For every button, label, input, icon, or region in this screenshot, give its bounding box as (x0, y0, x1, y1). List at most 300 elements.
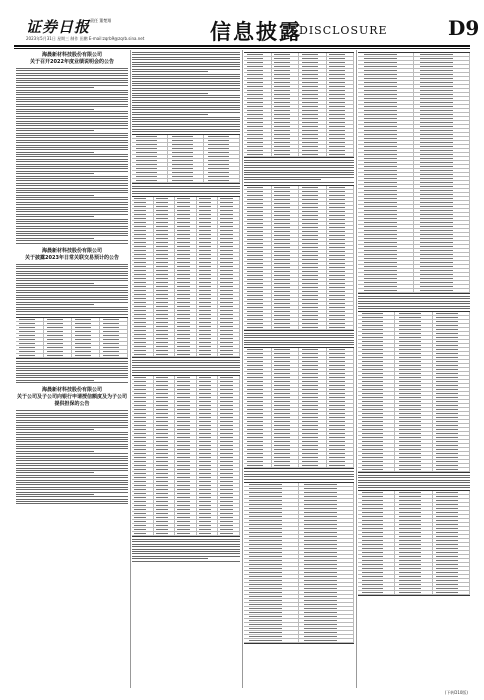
table-cell (395, 575, 432, 578)
table-cell (175, 241, 197, 244)
text-line (358, 475, 470, 476)
table-cell (154, 492, 176, 495)
table-cell (154, 205, 176, 208)
table-cell (327, 145, 355, 148)
text-line (16, 199, 128, 200)
table-cell (327, 274, 355, 277)
table-cell (327, 302, 355, 305)
table-cell (299, 298, 327, 301)
table-cell (358, 412, 395, 415)
table-cell (358, 388, 395, 391)
text-line (16, 432, 128, 433)
table-cell (414, 101, 470, 104)
table-cell (204, 163, 240, 166)
text-line (16, 361, 128, 362)
text-line (244, 162, 354, 163)
table-cell (244, 491, 299, 494)
text-line (16, 121, 128, 122)
table-cell (433, 543, 470, 546)
table-cell (218, 305, 240, 308)
table-cell (327, 202, 355, 205)
table-cell (16, 354, 44, 357)
table-cell (272, 222, 300, 225)
text-line (16, 446, 128, 447)
table-cell (218, 444, 240, 447)
table-cell (433, 376, 470, 379)
table-cell (197, 325, 219, 328)
text-line (358, 482, 470, 483)
text-line (16, 219, 128, 220)
table-cell (433, 567, 470, 570)
table-cell (218, 400, 240, 403)
table-cell (218, 440, 240, 443)
table-cell (299, 318, 327, 321)
table-cell (197, 392, 219, 395)
table-cell (299, 579, 354, 582)
text-line (244, 337, 354, 338)
table-cell (244, 428, 272, 431)
table-cell (358, 81, 414, 84)
table-cell (244, 591, 299, 594)
table-cell (358, 137, 414, 140)
table-cell (154, 396, 176, 399)
table-cell (299, 53, 327, 56)
table-cell (132, 456, 154, 459)
table-cell (175, 504, 197, 507)
table-cell (358, 575, 395, 578)
table-cell (244, 595, 299, 598)
table-cell (433, 499, 470, 502)
text-line (244, 479, 354, 480)
table-cell (72, 330, 100, 333)
text-line (132, 124, 240, 125)
table-cell (154, 428, 176, 431)
table-cell (132, 277, 154, 280)
table-cell (16, 318, 44, 321)
table-cell (433, 440, 470, 443)
table-cell (272, 384, 300, 387)
table-cell (218, 468, 240, 471)
table-cell (244, 125, 272, 128)
table-cell (175, 480, 197, 483)
table-cell (244, 627, 299, 630)
table-cell (132, 428, 154, 431)
table-cell (358, 507, 395, 510)
table-cell (154, 464, 176, 467)
table-cell (132, 171, 168, 174)
table-cell (433, 340, 470, 343)
table-cell (132, 484, 154, 487)
table-cell (197, 492, 219, 495)
table-cell (299, 149, 327, 152)
table-cell (414, 117, 470, 120)
table-cell (218, 532, 240, 535)
text-line (132, 131, 240, 132)
text-line (16, 238, 94, 239)
table-cell (132, 532, 154, 535)
notice-title: 关于披露2023年日常关联交易预计的公告 (25, 254, 119, 261)
text-line (16, 243, 128, 244)
text-line (16, 492, 128, 493)
table-cell (395, 559, 432, 562)
table-cell (299, 262, 327, 265)
text-line (358, 487, 470, 488)
text-line (16, 130, 94, 131)
text-line (244, 165, 354, 166)
notice-block (16, 387, 128, 504)
table-cell (132, 400, 154, 403)
table-cell (168, 143, 204, 146)
table-cell (218, 313, 240, 316)
table-cell (244, 539, 299, 542)
table-cell (358, 539, 395, 542)
table-cell (272, 129, 300, 132)
column-3 (244, 50, 354, 688)
table-cell (244, 101, 272, 104)
table-cell (433, 495, 470, 498)
table-cell (132, 225, 154, 228)
table-cell (154, 512, 176, 515)
column-divider (356, 50, 357, 688)
notice-company: 海晨新材科技股份有限公司 (41, 387, 102, 394)
table-cell (272, 85, 300, 88)
table-cell (244, 230, 272, 233)
table-cell (132, 159, 168, 162)
text-line (16, 80, 128, 81)
table-cell (358, 253, 414, 256)
table-cell (358, 503, 395, 506)
table-cell (272, 194, 300, 197)
table-cell (175, 468, 197, 471)
table-cell (395, 368, 432, 371)
notice-table (244, 347, 354, 469)
table-cell (154, 500, 176, 503)
table-cell (327, 113, 355, 116)
notice-company: 海晨新材科技股份有限公司 (41, 52, 102, 58)
table-cell (244, 278, 272, 281)
table-cell (299, 238, 327, 241)
table-cell (299, 499, 354, 502)
table-cell (395, 543, 432, 546)
table-cell (197, 249, 219, 252)
table-cell (299, 555, 354, 558)
table-cell (272, 206, 300, 209)
text-line (16, 503, 128, 504)
table-cell (358, 424, 395, 427)
table-cell (154, 301, 176, 304)
table-cell (358, 285, 414, 288)
table-cell (16, 330, 44, 333)
table-cell (197, 281, 219, 284)
table-cell (175, 412, 197, 415)
masthead-dateline: 2023年5月31日 星期三 制作 田鹏 E-mail:zqrb9@zqrb.sina.net (26, 36, 145, 41)
table-cell (218, 273, 240, 276)
table-cell (299, 396, 327, 399)
table-cell (433, 400, 470, 403)
table-cell (299, 380, 327, 383)
table-cell (175, 476, 197, 479)
table-cell (358, 408, 395, 411)
table-cell (218, 412, 240, 415)
table-cell (327, 266, 355, 269)
table-cell (154, 197, 176, 200)
table-cell (395, 444, 432, 447)
column-1 (16, 50, 128, 688)
text-line (16, 470, 128, 471)
text-line (16, 156, 128, 157)
table-cell (358, 579, 395, 582)
table-cell (244, 499, 299, 502)
table-cell (358, 265, 414, 268)
table-cell (272, 234, 300, 237)
table-cell (272, 306, 300, 309)
text-line (132, 93, 208, 94)
table-cell (244, 388, 272, 391)
table-cell (204, 167, 240, 170)
text-line (16, 425, 128, 426)
table-cell (154, 337, 176, 340)
table-cell (168, 151, 204, 154)
text-line (16, 168, 128, 169)
masthead (14, 14, 480, 46)
table-cell (197, 504, 219, 507)
table-cell (175, 376, 197, 379)
text-line (132, 78, 240, 79)
table-cell (132, 269, 154, 272)
table-cell (154, 225, 176, 228)
table-cell (299, 432, 327, 435)
table-cell (272, 218, 300, 221)
table-cell (299, 547, 354, 550)
table-cell (358, 101, 414, 104)
table-cell (414, 109, 470, 112)
table-cell (154, 532, 176, 535)
table-cell (175, 460, 197, 463)
table-cell (244, 567, 299, 570)
page-footer: (下转D10版) (444, 690, 468, 695)
table-cell (154, 516, 176, 519)
table-cell (272, 432, 300, 435)
table-cell (272, 210, 300, 213)
table-cell (244, 266, 272, 269)
table-cell (132, 424, 154, 427)
table-cell (414, 121, 470, 124)
table-cell (175, 345, 197, 348)
table-cell (197, 233, 219, 236)
table-cell (299, 356, 327, 359)
table-cell (244, 460, 272, 463)
table-cell (358, 205, 414, 208)
table-cell (395, 519, 432, 522)
table-cell (414, 57, 470, 60)
table-cell (175, 440, 197, 443)
table-cell (244, 587, 299, 590)
table-cell (244, 314, 272, 317)
table-cell (197, 436, 219, 439)
table-cell (175, 333, 197, 336)
table-cell (395, 416, 432, 419)
table-cell (358, 61, 414, 64)
table-cell (175, 225, 197, 228)
text-line (16, 480, 128, 481)
table-cell (272, 133, 300, 136)
table-cell (197, 313, 219, 316)
section-title-en: DISCLOSURE (299, 24, 388, 37)
table-cell (299, 109, 327, 112)
table-cell (244, 412, 272, 415)
table-cell (272, 105, 300, 108)
table-cell (44, 338, 72, 341)
table-cell (244, 73, 272, 76)
table-cell (327, 149, 355, 152)
table-cell (299, 519, 354, 522)
table-cell (218, 380, 240, 383)
table-cell (358, 515, 395, 518)
table-cell (244, 535, 299, 538)
text-line (16, 176, 128, 177)
table-cell (395, 424, 432, 427)
table-cell (244, 61, 272, 64)
table-cell (299, 125, 327, 128)
table-cell (299, 145, 327, 148)
table-cell (327, 81, 355, 84)
table-cell (244, 194, 272, 197)
table-cell (327, 250, 355, 253)
table-cell (244, 515, 299, 518)
table-cell (197, 460, 219, 463)
table-cell (299, 137, 327, 140)
text-line (132, 551, 240, 552)
table-cell (197, 388, 219, 391)
table-cell (154, 376, 176, 379)
table-cell (358, 161, 414, 164)
table-cell (197, 321, 219, 324)
table-cell (175, 213, 197, 216)
table-cell (358, 527, 395, 530)
text-line (16, 375, 128, 376)
column-2 (132, 50, 240, 688)
table-cell (154, 460, 176, 463)
table-cell (154, 253, 176, 256)
table-cell (244, 440, 272, 443)
table-cell (154, 392, 176, 395)
table-cell (197, 237, 219, 240)
text-line (16, 226, 128, 227)
table-cell (244, 611, 299, 614)
table-cell (358, 53, 414, 56)
table-cell (154, 285, 176, 288)
table-cell (299, 420, 327, 423)
text-line (16, 197, 128, 198)
table-cell (154, 520, 176, 523)
text-line (132, 95, 240, 96)
table-cell (272, 360, 300, 363)
table-cell (244, 603, 299, 606)
text-line (16, 106, 128, 107)
masthead-rule-thin (14, 48, 470, 49)
table-cell (154, 217, 176, 220)
table-cell (395, 468, 432, 471)
table-cell (395, 388, 432, 391)
table-cell (197, 448, 219, 451)
table-cell (327, 137, 355, 140)
table-cell (272, 388, 300, 391)
table-cell (299, 282, 327, 285)
table-cell (299, 619, 354, 622)
table-cell (299, 286, 327, 289)
table-cell (154, 380, 176, 383)
text-line (16, 154, 128, 155)
section-title: 信息披露 (210, 19, 302, 44)
table-cell (154, 412, 176, 415)
table-cell (358, 523, 395, 526)
table-cell (218, 448, 240, 451)
table-cell (272, 428, 300, 431)
table-cell (299, 258, 327, 261)
notice-body (16, 264, 128, 315)
text-line (132, 372, 240, 373)
table-cell (244, 380, 272, 383)
table-cell (218, 257, 240, 260)
table-cell (154, 269, 176, 272)
table-cell (299, 615, 354, 618)
table-cell (244, 495, 299, 498)
table-cell (299, 639, 354, 642)
table-cell (197, 345, 219, 348)
text-line (16, 137, 128, 138)
table-cell (244, 639, 299, 642)
table-cell (132, 524, 154, 527)
table-cell (16, 350, 44, 353)
text-line (16, 271, 128, 272)
table-cell (272, 190, 300, 193)
table-cell (327, 464, 355, 467)
table-cell (244, 65, 272, 68)
table-cell (395, 372, 432, 375)
table-cell (218, 329, 240, 332)
table-cell (299, 376, 327, 379)
table-cell (72, 354, 100, 357)
table-cell (197, 396, 219, 399)
text-line (16, 70, 128, 71)
table-cell (327, 65, 355, 68)
text-line (132, 119, 240, 120)
table-cell (272, 202, 300, 205)
text-line (16, 164, 128, 165)
table-cell (154, 305, 176, 308)
table-cell (414, 221, 470, 224)
table-cell (395, 579, 432, 582)
table-cell (244, 615, 299, 618)
table-cell (433, 444, 470, 447)
text-line (16, 216, 94, 217)
table-cell (197, 297, 219, 300)
table-cell (272, 254, 300, 257)
table-cell (358, 392, 395, 395)
table-cell (272, 412, 300, 415)
table-cell (433, 372, 470, 375)
table-cell (299, 226, 327, 229)
table-cell (244, 527, 299, 530)
table-cell (197, 265, 219, 268)
table-cell (358, 352, 395, 355)
table-cell (154, 321, 176, 324)
text-line (244, 172, 354, 173)
notice-body (16, 68, 128, 244)
table-cell (197, 400, 219, 403)
table-cell (204, 151, 240, 154)
text-line (16, 140, 128, 141)
